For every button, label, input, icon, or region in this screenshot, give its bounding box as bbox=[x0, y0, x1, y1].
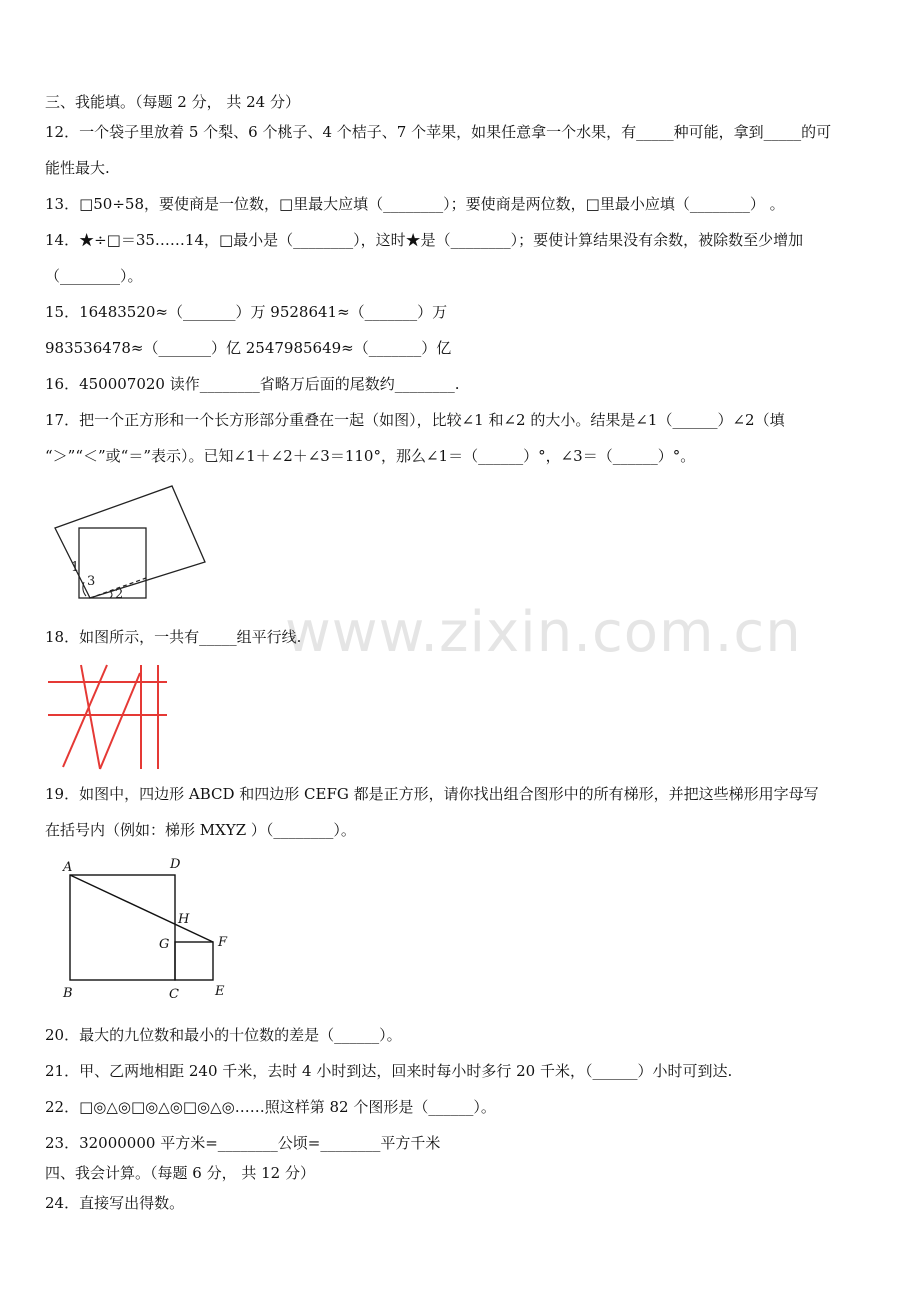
angle-label-1: 1 bbox=[71, 560, 80, 575]
text-line-q12a: 12．一个袋子里放着 5 个梨、6 个桃子、4 个桔子、7 个苹果，如果任意拿一个水果，有_____种可能，拿到_____的可 bbox=[45, 123, 832, 141]
vertex-label-b: B bbox=[63, 986, 73, 1001]
figure-19-squares-abcd-cefg bbox=[55, 853, 245, 1003]
text-line-q19b: 在括号内（例如：梯形 MXYZ ）（________）。 bbox=[45, 821, 356, 839]
text-line-q15a: 15．16483520≈（_______）万 9528641≈（_______）万 bbox=[45, 303, 448, 321]
angle-label-3: 3 bbox=[87, 574, 96, 589]
figure-17-overlap-squares bbox=[40, 478, 210, 608]
text-line-q17b: “＞”“＜”或“＝”表示）。已知∠1＋∠2＋∠3＝110°，那么∠1＝（______）°，∠3＝（______）°。 bbox=[45, 447, 696, 465]
figure-18-parallel-lines bbox=[45, 663, 170, 771]
text-line-q23: 23．32000000 平方米=________公顷=________平方千米 bbox=[45, 1134, 441, 1152]
vertex-label-g: G bbox=[159, 937, 170, 952]
vertex-label-f: F bbox=[218, 935, 228, 950]
text-line-q13: 13．□50÷58，要使商是一位数，□里最大应填（________）；要使商是两位数，□里最小应填（________） 。 bbox=[45, 195, 785, 213]
text-line-q21: 21．甲、乙两地相距 240 千米，去时 4 小时到达，回来时每小时多行 20 千米，（______）小时可到达. bbox=[45, 1062, 733, 1080]
text-line-sec3: 三、我能填。（每题 2 分， 共 24 分） bbox=[45, 93, 300, 111]
vertex-label-c: C bbox=[169, 987, 179, 1002]
text-line-q14a: 14．★÷□＝35……14，□最小是（________），这时★是（________）；要使计算结果没有余数，被除数至少增加 bbox=[45, 231, 804, 249]
slant-line-3 bbox=[100, 673, 140, 769]
vertex-label-d: D bbox=[170, 857, 181, 872]
angle-label-2: 2 bbox=[115, 587, 124, 602]
vertex-label-a: A bbox=[63, 860, 73, 875]
text-line-q24: 24．直接写出得数。 bbox=[45, 1194, 185, 1212]
text-line-q15b: 983536478≈（_______）亿 2547985649≈（_______）亿 bbox=[45, 339, 452, 357]
text-line-sec4: 四、我会计算。（每题 6 分， 共 12 分） bbox=[45, 1164, 315, 1182]
text-line-q22: 22．□◎△◎□◎△◎□◎△◎……照这样第 82 个图形是（______）。 bbox=[45, 1098, 496, 1116]
text-line-q16: 16．450007020 读作________省略万后面的尾数约________. bbox=[45, 375, 460, 393]
text-line-q14b: （________）。 bbox=[45, 267, 143, 285]
vertex-label-h: H bbox=[178, 912, 190, 927]
watermark: www.zixin.com.cn bbox=[285, 600, 802, 665]
angle-arc-2 bbox=[110, 591, 112, 598]
text-line-q18: 18．如图所示，一共有_____组平行线. bbox=[45, 628, 302, 646]
vertex-label-e: E bbox=[215, 984, 225, 999]
rectangle-shape bbox=[55, 486, 205, 598]
square-abcd bbox=[70, 875, 175, 980]
square-cefg bbox=[175, 942, 213, 980]
text-line-q17a: 17．把一个正方形和一个长方形部分重叠在一起（如图），比较∠1 和∠2 的大小。结果是∠1（______）∠2（填 bbox=[45, 411, 785, 429]
text-line-q12b: 能性最大. bbox=[45, 159, 110, 177]
segment-af bbox=[70, 875, 213, 942]
text-line-q20: 20．最大的九位数和最小的十位数的差是（______）。 bbox=[45, 1026, 402, 1044]
text-line-q19a: 19．如图中，四边形 ABCD 和四边形 CEFG 都是正方形，请你找出组合图形中的所有梯形，并把这些梯形用字母写 bbox=[45, 785, 819, 803]
